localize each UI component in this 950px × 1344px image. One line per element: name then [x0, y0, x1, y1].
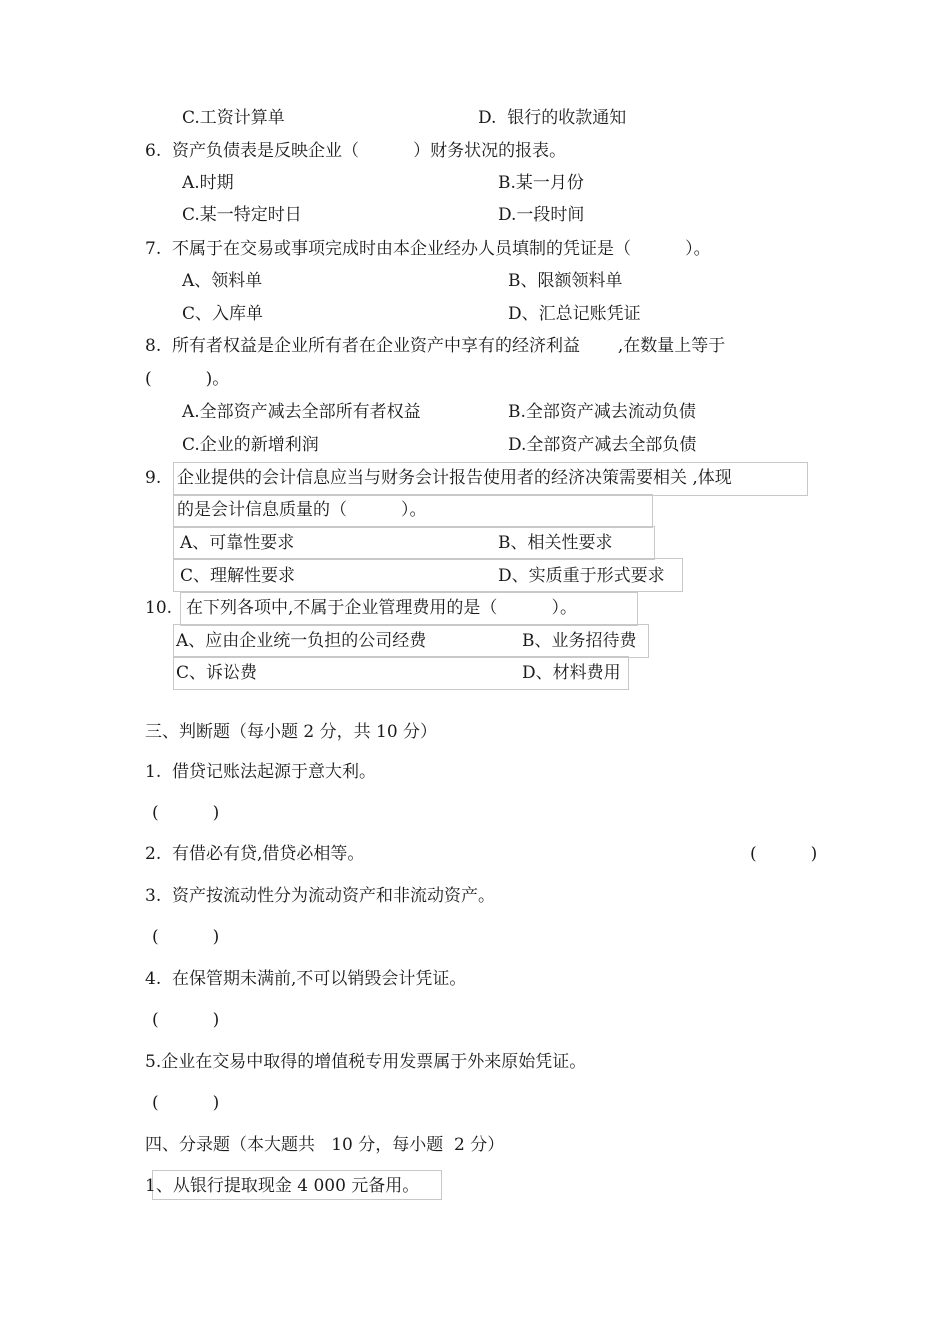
q9-stem-line2: 的是会计信息质量的（ ）。	[177, 500, 427, 520]
q9-stem-line1: 企业提供的会计信息应当与财务会计报告使用者的经济决策需要相关 ,体现	[177, 468, 732, 488]
q10-stem: 在下列各项中,不属于企业管理费用的是（ ）。	[186, 598, 577, 618]
s3-item-1: 1. 借贷记账法起源于意大利。	[145, 762, 377, 782]
q8-stem-line1: 8. 所有者权益是企业所有者在企业资产中享有的经济利益 ,在数量上等于	[145, 336, 726, 356]
s3-item-3: 3. 资产按流动性分为流动资产和非流动资产。	[145, 886, 496, 906]
q6-stem: 6. 资产负债表是反映企业（ ）财务状况的报表。	[145, 141, 567, 161]
q9-option-c: C、理解性要求	[180, 566, 296, 586]
q9-option-b: B、相关性要求	[498, 533, 613, 553]
q8-option-b: B.全部资产减去流动负债	[508, 402, 696, 422]
s3-item-4: 4. 在保管期未满前,不可以销毁会计凭证。	[145, 969, 467, 989]
s3-item-2: 2. 有借必有贷,借贷必相等。	[145, 844, 365, 864]
section3-title: 三、判断题（每小题 2 分，共 10 分）	[145, 722, 438, 742]
q6-option-c: C.某一特定时日	[182, 205, 302, 225]
s4-item-1: 1、从银行提取现金 4 000 元备用。	[145, 1176, 420, 1196]
s3-item-5-blank: ( )	[152, 1093, 220, 1113]
q5-option-d: D. 银行的收款通知	[478, 108, 627, 128]
q5-option-c: C.工资计算单	[182, 108, 285, 128]
q7-option-d: D、汇总记账凭证	[508, 304, 641, 324]
q7-option-b: B、限额领料单	[508, 271, 623, 291]
q6-option-d: D.一段时间	[498, 205, 585, 225]
section4-title: 四、分录题（本大题共 10 分，每小题 2 分）	[145, 1135, 505, 1155]
s3-item-3-blank: ( )	[152, 927, 220, 947]
q7-stem: 7. 不属于在交易或事项完成时由本企业经办人员填制的凭证是（ ）。	[145, 239, 711, 259]
q10-option-d: D、材料费用	[522, 663, 621, 683]
q6-option-a: A.时期	[182, 173, 234, 193]
q10-option-a: A、应由企业统一负担的公司经费	[176, 631, 427, 651]
s3-item-2-blank: ( )	[750, 844, 818, 864]
q9-number: 9.	[145, 468, 162, 488]
q6-option-b: B.某一月份	[498, 173, 584, 193]
q10-option-b: B、业务招待费	[522, 631, 637, 651]
q8-option-d: D.全部资产减去全部负债	[508, 435, 697, 455]
q8-option-a: A.全部资产减去全部所有者权益	[182, 402, 421, 422]
q10-option-c: C、诉讼费	[176, 663, 258, 683]
q9-option-a: A、可靠性要求	[180, 533, 295, 553]
s3-item-4-blank: ( )	[152, 1010, 220, 1030]
s3-item-5: 5.企业在交易中取得的增值税专用发票属于外来原始凭证。	[145, 1052, 587, 1072]
q8-option-c: C.企业的新增利润	[182, 435, 319, 455]
q7-option-c: C、入库单	[182, 304, 264, 324]
q8-stem-line2: ( )。	[145, 369, 230, 389]
q7-option-a: A、领料单	[182, 271, 263, 291]
q10-number: 10.	[145, 598, 173, 618]
q9-option-d: D、实质重于形式要求	[498, 566, 665, 586]
s3-item-1-blank: ( )	[152, 803, 220, 823]
